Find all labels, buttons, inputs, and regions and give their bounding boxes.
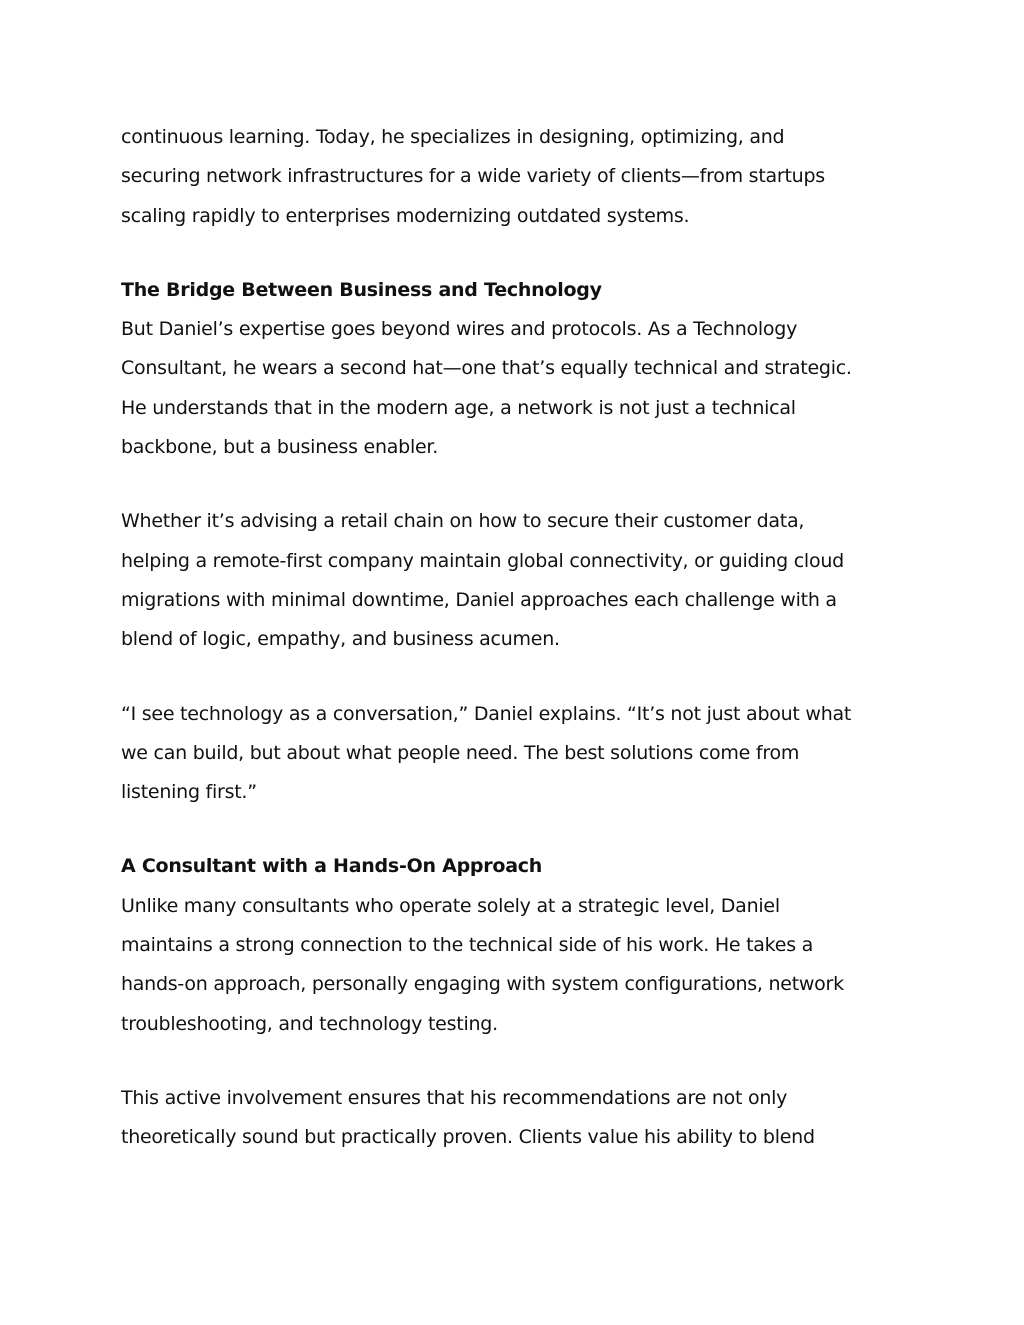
paragraph-active-involvement bbox=[121, 1079, 911, 1158]
text-line: listening first.” bbox=[121, 781, 257, 804]
text-line: securing network infrastructures for a wide variety of clients—from startups bbox=[121, 165, 825, 188]
paragraph-quote bbox=[121, 695, 911, 813]
paragraph-gap bbox=[121, 1044, 911, 1079]
paragraph-gap bbox=[121, 236, 911, 271]
text-line: theoretically sound but practically proven. Clients value his ability to blend bbox=[121, 1126, 815, 1149]
text-line: migrations with minimal downtime, Daniel approaches each challenge with a bbox=[121, 588, 837, 611]
text-line: helping a remote-first company maintain global connectivity, or guiding cloud bbox=[121, 549, 844, 572]
text-line: hands-on approach, personally engaging with system configurations, network bbox=[121, 973, 844, 996]
text-line: “I see technology as a conversation,” Daniel explains. “It’s not just about what bbox=[121, 702, 852, 725]
text-line: scaling rapidly to enterprises modernizing outdated systems. bbox=[121, 204, 690, 227]
section-heading-bridge: The Bridge Between Business and Technology bbox=[121, 278, 602, 301]
text-line: He understands that in the modern age, a network is not just a technical bbox=[121, 396, 796, 419]
text-line: Whether it’s advising a retail chain on how to secure their customer data, bbox=[121, 510, 805, 533]
text-line: Consultant, he wears a second hat—one that’s equally technical and strategic. bbox=[121, 357, 852, 380]
article-body bbox=[121, 118, 911, 1158]
paragraph-intro-continuation bbox=[121, 118, 911, 236]
text-line: blend of logic, empathy, and business acumen. bbox=[121, 628, 560, 651]
paragraph-gap bbox=[121, 812, 911, 847]
text-line: troubleshooting, and technology testing. bbox=[121, 1012, 498, 1035]
text-line: continuous learning. Today, he specializes in designing, optimizing, and bbox=[121, 126, 785, 148]
text-line: Unlike many consultants who operate solely at a strategic level, Daniel bbox=[121, 894, 780, 917]
section-heading-hands-on: A Consultant with a Hands-On Approach bbox=[121, 855, 543, 878]
text-line: backbone, but a business enabler. bbox=[121, 436, 439, 459]
paragraph-unlike-consultants bbox=[121, 887, 911, 1044]
paragraph-gap bbox=[121, 660, 911, 695]
paragraph-gap bbox=[121, 467, 911, 502]
text-line: But Daniel’s expertise goes beyond wires and protocols. As a Technology bbox=[121, 318, 798, 341]
text-line: This active involvement ensures that his recommendations are not only bbox=[121, 1086, 788, 1109]
paragraph-advising bbox=[121, 502, 911, 659]
text-line: we can build, but about what people need. The best solutions come from bbox=[121, 741, 800, 764]
paragraph-expertise bbox=[121, 310, 911, 467]
text-line: maintains a strong connection to the technical side of his work. He takes a bbox=[121, 934, 814, 957]
